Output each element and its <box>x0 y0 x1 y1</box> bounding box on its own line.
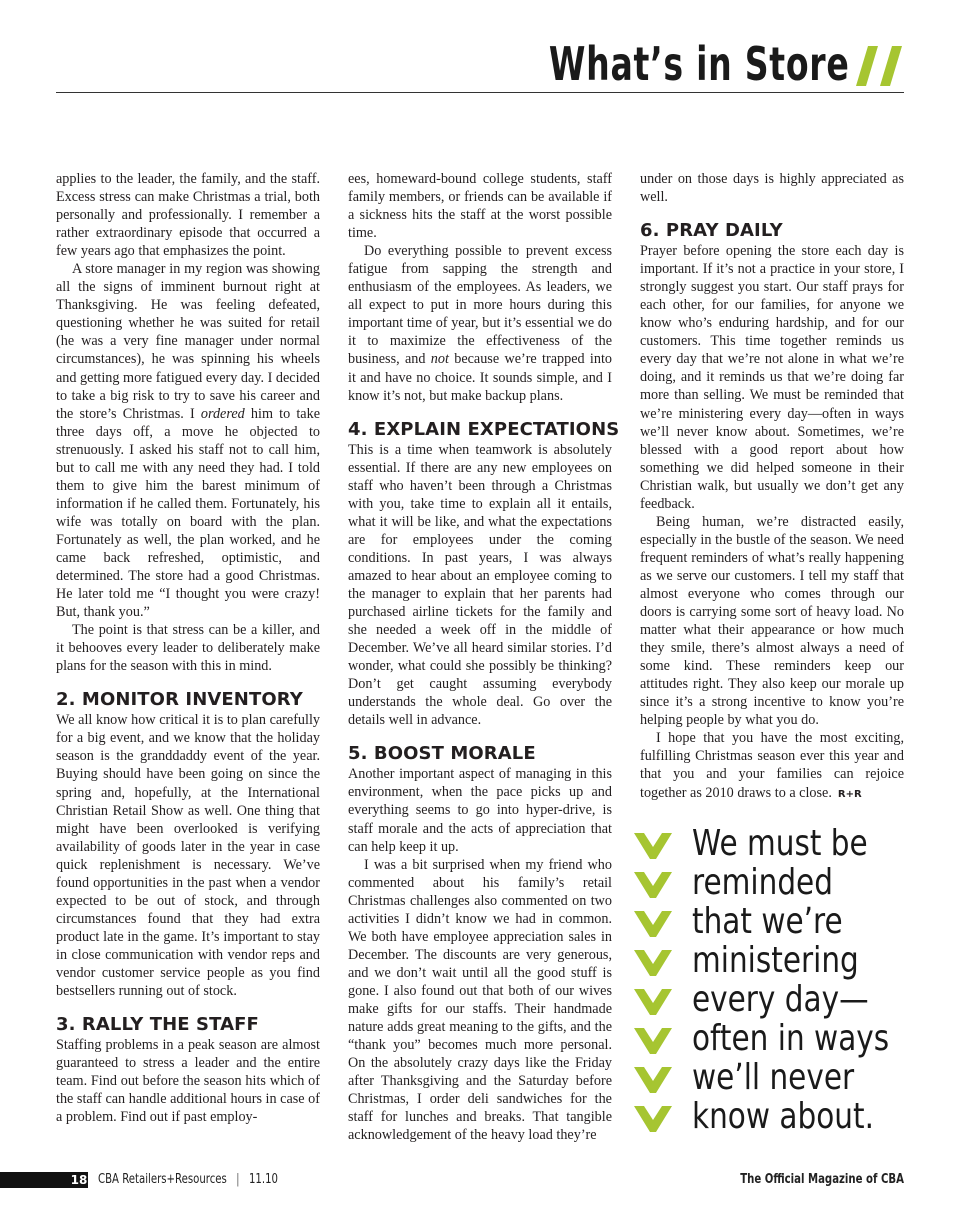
section-heading-boost-morale: 5. BOOST MORALE <box>348 743 536 765</box>
pull-quote-line: every day— <box>634 980 914 1019</box>
pull-quote-line: often in ways <box>634 1019 914 1058</box>
footer-publication <box>98 1171 278 1189</box>
checkmark-icon <box>634 985 672 1015</box>
checkmark-icon <box>634 829 672 859</box>
double-slash-accent-icon <box>854 44 904 88</box>
page-section-title: What’s in Store <box>549 37 850 91</box>
page-number: 18 <box>70 1173 88 1187</box>
paragraph: Another important aspect of managing in this environment, when the pace picks up and everything seems to go into hyper-drive, is staff morale and the acts of appreciation that can help keep it up. <box>348 766 612 855</box>
paragraph: ees, homeward-bound college students, staff family members, or friends can be available if a sickness hits the staff at the worst possible time. <box>348 171 612 242</box>
header-divider <box>56 92 904 93</box>
publication-name: CBA Retailers+Resources <box>98 1172 227 1187</box>
section-heading-pray-daily: 6. PRAY DAILY <box>640 220 783 242</box>
pull-quote-line: that we’re <box>634 902 914 941</box>
paragraph: We all know how critical it is to plan carefully for a big event, and we know that the holiday season is the granddaddy event of the year. Buying should have been going on since the spring and, hopefully, at the International Christian Retail Show as well. One thing that might have been overlooked is verifying availability of goods later in the year in case quick replenishment is necessary. We’ve found opportunities in the past when a vendor expected to be out of stock, and through circumstances found that they had extra product late in the game. It’s important to stay in close communication with vendor reps and vendor customer service people as you find bestsellers running out of stock. <box>56 712 320 1000</box>
paragraph: The point is that stress can be a killer, and it behooves every leader to deliberately make plans for the season with this in mind. <box>56 622 320 675</box>
paragraph: A store manager in my region was showing all the signs of imminent burnout right at Thanksgiving. He was feeling defeated, questioning whether he was suited for retail (he was a very fine manager under normal circumstances), he was spinning his wheels and getting more fatigued every day. I decided to take a big risk to try to save his career and the store’s Christmas. I ordered him to take three days off, a move he objected to strenuously. I asked his staff not to call him, but to call me with any need they had. I told them to give him the barest minimum of information if he called them. Fortunately, his wife was totally on board with the plan. Fortunately as well, the plan worked, and he came back refreshed, optimistic, and determined. The store had a good Christmas. He later told me “I thought you were crazy! But, thank you.” <box>56 261 320 621</box>
footer-bar <box>0 1172 70 1188</box>
paragraph: I was a bit surprised when my friend who commented about his family’s retail Christmas challenges also commented on two activities I didn’t know we had in common. We both have employee appreciation sales in December. The discounts are very generous, and we don’t wait until all the good stuff is gone. I also found out that both of our wives make gifts for our staffs. Their handmade nature adds great meaning to the gifts, and the “thank you” becomes much more personal. On the absolutely crazy days like the Friday after Thanksgiving and the Saturday before Christmas, I order deli sandwiches for the staff for lunches and breaks. That tangible acknowledgement of the heavy load they’re <box>348 856 612 1144</box>
article-column-1 <box>56 170 320 1126</box>
checkmark-icon <box>634 1024 672 1054</box>
checkmark-icon <box>634 946 672 976</box>
paragraph: Do everything possible to prevent excess fatigue from sapping the strength and enthusiasm of the employees. As leaders, we all expect to put in more hours during this important time of year, but it’s essential we do it to maximize the effectiveness of the business, and not because we’re trapped into it and have no choice. It sounds simple, and I know it’s not, but make backup plans. <box>348 243 612 404</box>
checkmark-icon <box>634 1102 672 1132</box>
pull-quote-line: we’ll never <box>634 1058 914 1097</box>
checkmark-icon <box>634 1063 672 1093</box>
pull-quote-line: reminded <box>634 863 914 902</box>
paragraph: This is a time when teamwork is absolutely essential. If there are any new employees on staff who haven’t been through a Christmas with you, take time to explain all it entails, what it will be like, and what the expectations are for employees under the coming conditions. In past years, I was always amazed to hear about an employee coming to the manager to explain that her parents had purchased airline tickets for the family and she needed a week off in the middle of December. We’ve all heard similar stories. I’d wonder, what could she possibly be thinking? Don’t get caught assuming everybody understands the whole deal. Go over the details well in advance. <box>348 441 612 729</box>
section-heading-monitor-inventory: 2. MONITOR INVENTORY <box>56 689 303 711</box>
end-mark: R+R <box>837 788 862 800</box>
pull-quote-line: We must be <box>634 824 914 863</box>
paragraph: under on those days is highly appreciated as well. <box>640 171 904 206</box>
pull-quote-line: know about. <box>634 1097 914 1136</box>
paragraph: applies to the leader, the family, and the staff. Excess stress can make Christmas a trial, both personally and professionally. I remember a rather extraordinary episode that occurred a few years ago that emphasizes the point. <box>56 171 320 260</box>
paragraph: I hope that you have the most exciting, fulfilling Christmas season ever this year and that you and your families can rejoice together as 2010 draws to a close. R+R <box>640 730 904 801</box>
article-column-3 <box>640 170 904 804</box>
paragraph: Prayer before opening the store each day is important. If it’s not a practice in your store, I strongly suggest you start. Our staff prays for each other, for our families, for anyone we know who’s enduring hardship, and for our customers. This time together reminds us every day that we’re not alone in what we’re doing, and it reminds us that we’re doing far more than selling. We must be reminded that we’re ministering every day—often in ways we’ll never know about. Sometimes, we’re blessed with a good report about how something we did helped someone in their Christian walk, but usually we don’t get any feedback. <box>640 243 904 512</box>
pull-quote <box>634 824 914 1136</box>
paragraph: Being human, we’re distracted easily, especially in the bustle of the season. We need frequent reminders of what’s really happening as we serve our customers. I tell my staff that almost everyone who comes through our doors is carrying some sort of heavy load. No matter what their appearance or how much they smile, there’s almost always a need of some kind. These reminders keep our attitudes right. They also keep our morale up since it’s a strong incentive to know you’re helping people by what you do. <box>640 513 904 729</box>
footer-separator: | <box>236 1172 240 1187</box>
footer-tagline: The Official Magazine of CBA <box>740 1172 904 1187</box>
pull-quote-line: ministering <box>634 941 914 980</box>
checkmark-icon <box>634 907 672 937</box>
checkmark-icon <box>634 868 672 898</box>
issue-date: 11.10 <box>248 1172 278 1187</box>
section-heading-rally-the-staff: 3. RALLY THE STAFF <box>56 1014 259 1036</box>
section-heading-explain-expectations: 4. EXPLAIN EXPECTATIONS <box>348 418 620 440</box>
paragraph: Staffing problems in a peak season are almost guaranteed to stress a leader and the entire team. Find out before the season hits which of the staff can handle additional hours in case of a problem. Find out if past employ- <box>56 1037 320 1126</box>
article-column-2 <box>348 170 620 1144</box>
